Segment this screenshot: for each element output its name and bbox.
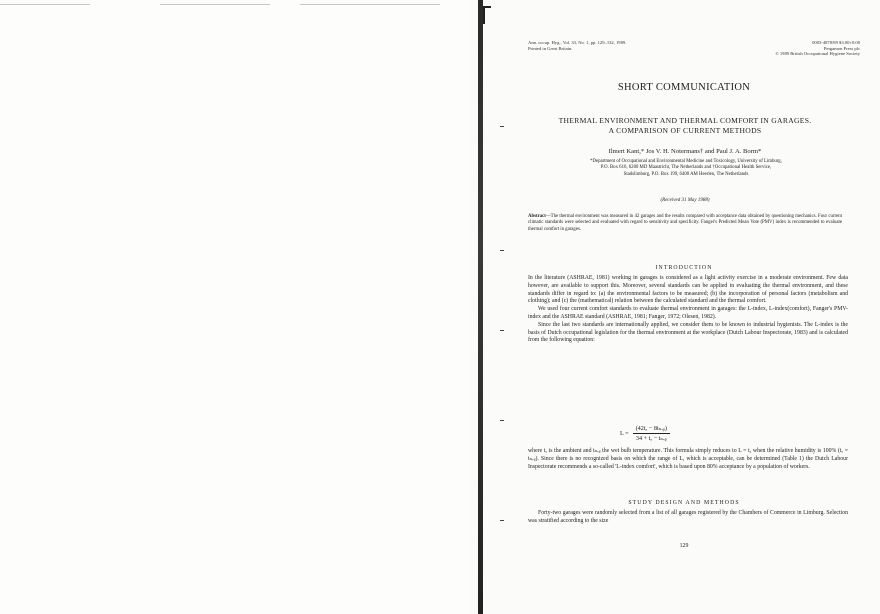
- running-head-line: 0003-4878/89 $3.00+0.00: [812, 40, 860, 45]
- title-line: A COMPARISON OF CURRENT METHODS: [608, 125, 762, 135]
- paragraph: Since the last two standards are internationally applied, we consider them to be known to industrial hygienists. The L-index is the basis of Dutch occupational legislation for the thermal environment at the workplace (Dutch Labour Inspectorate, 1983) and is calculated from the following equation:: [528, 321, 848, 344]
- methods-body: [528, 510, 848, 526]
- article-title: [520, 116, 850, 135]
- introduction-body-continued: [528, 448, 848, 471]
- title-line: THERMAL ENVIRONMENT AND THERMAL COMFORT IN GARAGES.: [558, 116, 812, 125]
- running-head-journal: [528, 40, 626, 51]
- section-type-heading: SHORT COMMUNICATION: [617, 82, 751, 93]
- abstract-label: Abstract: [528, 214, 546, 219]
- paragraph: In the literature (ASHRAE, 1981) working in garages is considered as a light activity exercise in a moderate environment. Few data however, are available to support this. Moreover, several standards can be applied in evaluating the thermal environment, and these standards differ in regard to: (a) the environmental factors to be measured; (b) the incorporation of personal factors (metabolism and clothing); and (c) the (mathematical) relation between the calculated standard and the thermal comfort.: [528, 275, 848, 305]
- paragraph: Forty-two garages were randomly selected from a list of all garages registered by the Chambers of Commerce in Limburg. Selection was stratified according to the size: [528, 510, 848, 524]
- running-head-line: Ann. occup. Hyg., Vol. 33, No. 1, pp. 129–132, 1989.: [528, 40, 627, 45]
- abstract: [528, 214, 842, 233]
- running-head-line: Pergamon Press plc: [823, 45, 860, 51]
- equation-numerator: (42tₐ − 8tₙᵥᵦ): [633, 425, 670, 434]
- introduction-heading: INTRODUCTION: [655, 265, 713, 271]
- left-page-top-rule: [160, 4, 270, 5]
- equation-denominator: 34 + tₐ − tₙᵥᵦ: [635, 435, 667, 442]
- author-list: Ilmert Kant,* Jos V. H. Notermans† and Paul J. A. Borm*: [608, 148, 762, 155]
- page-number: 129: [679, 543, 689, 549]
- abstract-text: —The thermal environment was measured in 42 garages and the results compared with acceptance data obtained by questioning mechanics. Four current climatic standards were selected and evaluated with regard to sensitivity and specificity. Fanger's Predicted Mean Vote (PMV) index is recommended to evaluate thermal comfort in garages.: [528, 214, 842, 232]
- equation-lhs: L =: [620, 430, 629, 437]
- introduction-body: [528, 275, 848, 345]
- received-date: (Received 31 May 1988): [660, 198, 710, 203]
- book-spine-gutter: [478, 0, 483, 614]
- equation-fraction: [633, 425, 670, 442]
- methods-heading: STUDY DESIGN AND METHODS: [628, 500, 740, 506]
- running-head-publisher: [752, 40, 860, 57]
- affiliation-line: P.O. Box 616, 6200 MD Maastricht, The Netherlands and †Occupational Health Service,: [600, 165, 772, 171]
- affiliations: [528, 159, 844, 178]
- paragraph: We used four current comfort standards to evaluate thermal environment in garages: the L-index, L-index(comfort), Fanger's PMV-index and the ASHRAE standard (ASHRAE, 1981; Fanger, 1972; Olesen, 1982).: [528, 306, 848, 320]
- left-page-top-rule: [300, 4, 440, 5]
- running-head-line: © 1989 British Occupational Hygiene Society: [775, 51, 860, 56]
- left-page-top-rule: [0, 4, 90, 5]
- l-index-equation: [620, 425, 670, 442]
- paragraph: where tₐ is the ambient and tₙᵥᵦ the wet bulb temperature. This formula simply reduces to L = tₐ when the relative humidity is 100% (tₐ = tₙᵥᵦ). Since there is no recognized basis on which the range of L, which is acceptable, can be determined (Table 1) the Dutch Labour Inspectorate recommends a so-called 'L-index comfort', which is based upon 80% acceptance by a population of workers.: [528, 448, 848, 470]
- running-head-line: Printed in Great Britain.: [528, 45, 573, 51]
- affiliation-line: *Department of Occupational and Environmental Medicine and Toxicology, University of Limburg,: [590, 159, 782, 164]
- affiliation-line: Stadslimburg, P.O. Box 199, 6400 AM Heerlen, The Netherlands: [623, 171, 749, 177]
